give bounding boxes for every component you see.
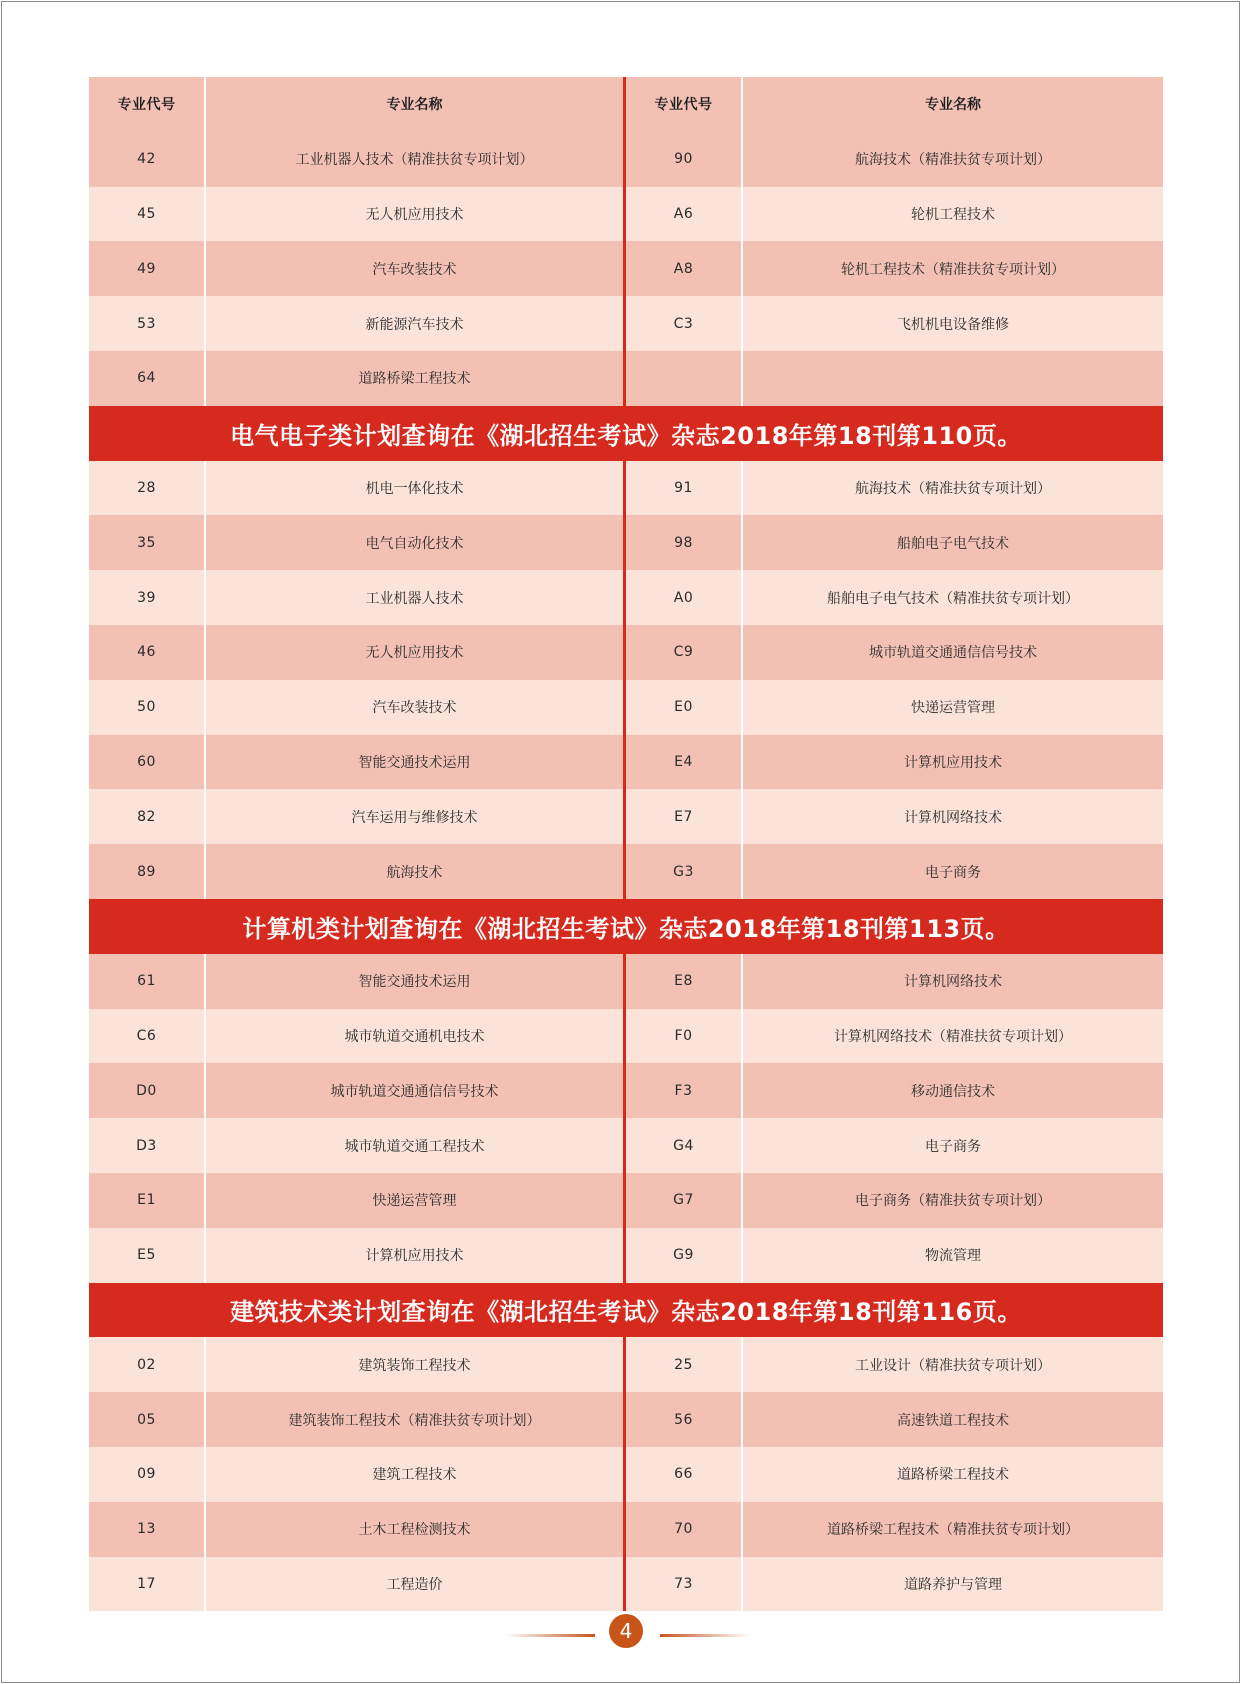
name-left: 智能交通技术运用 (206, 954, 626, 1009)
code-left: 89 (89, 844, 206, 899)
code-left: 61 (89, 954, 206, 1009)
code-right: A0 (626, 570, 743, 625)
name-right: 航海技术（精准扶贫专项计划） (855, 480, 1051, 497)
name-left: 土木工程检测技术 (206, 1502, 626, 1557)
table-row (89, 1173, 1163, 1228)
header-name-left: 专业名称 (206, 77, 626, 132)
code-left: 17 (89, 1557, 206, 1612)
name-right: 道路桥梁工程技术 (897, 1467, 1009, 1484)
code-right: E7 (626, 789, 743, 844)
name-left: 工业机器人技术 (206, 570, 626, 625)
code-right: 56 (626, 1392, 743, 1447)
name-right: 船舶电子电气技术 (897, 535, 1009, 552)
code-right: A6 (626, 187, 743, 242)
code-right: G7 (626, 1173, 743, 1228)
name-left: 快递运营管理 (206, 1173, 626, 1228)
name-left: 道路桥梁工程技术 (206, 351, 626, 406)
code-right: 98 (626, 515, 743, 570)
code-right: A8 (626, 241, 743, 296)
code-left: 49 (89, 241, 206, 296)
name-left: 城市轨道交通工程技术 (206, 1118, 626, 1173)
name-right: 道路桥梁工程技术（精准扶贫专项计划） (827, 1522, 1079, 1539)
table-row (89, 461, 1163, 516)
name-left: 汽车改装技术 (206, 680, 626, 735)
code-right: G9 (626, 1228, 743, 1283)
code-left: D0 (89, 1063, 206, 1118)
code-right: C3 (626, 296, 743, 351)
code-left: 02 (89, 1337, 206, 1392)
code-left: 46 (89, 625, 206, 680)
code-left: 50 (89, 680, 206, 735)
code-left: 64 (89, 351, 206, 406)
table-row (89, 515, 1163, 570)
table-row (89, 789, 1163, 844)
table-row (89, 1447, 1163, 1502)
name-left: 工程造价 (206, 1557, 626, 1612)
section-banner-construction: 建筑技术类计划查询在《湖北招生考试》杂志2018年第18刊第116页。 (89, 1283, 1163, 1338)
table-row (89, 132, 1163, 187)
name-right: 物流管理 (925, 1248, 981, 1265)
name-right: 航海技术（精准扶贫专项计划） (855, 152, 1051, 169)
code-right: E0 (626, 680, 743, 735)
section-2-rows (89, 461, 1163, 899)
name-right: 移动通信技术 (911, 1083, 995, 1100)
code-left: 13 (89, 1502, 206, 1557)
code-left: 28 (89, 461, 206, 516)
code-right: C9 (626, 625, 743, 680)
section-1-rows (89, 132, 1163, 406)
section-3-rows (89, 954, 1163, 1283)
name-left: 新能源汽车技术 (206, 296, 626, 351)
name-right: 计算机网络技术 (904, 974, 1002, 991)
table-row (89, 1557, 1163, 1612)
code-right: E4 (626, 735, 743, 790)
table-row (89, 1009, 1163, 1064)
code-left: 09 (89, 1447, 206, 1502)
header-name-right: 专业名称 (925, 97, 981, 114)
table-row (89, 844, 1163, 899)
code-right: 25 (626, 1337, 743, 1392)
code-right: 73 (626, 1557, 743, 1612)
table-row (89, 241, 1163, 296)
name-right: 城市轨道交通通信信号技术 (869, 645, 1037, 662)
name-right: 电子商务 (925, 864, 981, 881)
table-row (89, 1228, 1163, 1283)
code-left: D3 (89, 1118, 206, 1173)
code-left: 39 (89, 570, 206, 625)
name-left: 航海技术 (206, 844, 626, 899)
code-right: G4 (626, 1118, 743, 1173)
header-code-left: 专业代号 (89, 77, 206, 132)
code-right (626, 351, 743, 406)
name-left: 汽车改装技术 (206, 241, 626, 296)
name-left: 智能交通技术运用 (206, 735, 626, 790)
name-left: 工业机器人技术（精准扶贫专项计划） (206, 132, 626, 187)
code-left: 53 (89, 296, 206, 351)
code-left: 05 (89, 1392, 206, 1447)
code-left: 35 (89, 515, 206, 570)
table-row (89, 680, 1163, 735)
name-left: 无人机应用技术 (206, 625, 626, 680)
name-right: 快递运营管理 (911, 700, 995, 717)
table-row (89, 625, 1163, 680)
name-right: 计算机应用技术 (904, 754, 1002, 771)
name-left: 城市轨道交通机电技术 (206, 1009, 626, 1064)
table-row (89, 1118, 1163, 1173)
code-right: G3 (626, 844, 743, 899)
name-left: 建筑装饰工程技术 (206, 1337, 626, 1392)
table-row (89, 1337, 1163, 1392)
page-number: 4 (609, 1614, 643, 1648)
name-right: 计算机网络技术 (904, 809, 1002, 826)
code-right: 70 (626, 1502, 743, 1557)
table-header (89, 77, 1163, 132)
name-right: 轮机工程技术 (911, 206, 995, 223)
section-4-rows (89, 1337, 1163, 1611)
name-right: 计算机网络技术（精准扶贫专项计划） (834, 1028, 1072, 1045)
table-row (89, 735, 1163, 790)
name-left: 无人机应用技术 (206, 187, 626, 242)
major-code-table (89, 77, 1163, 1611)
table-row (89, 1502, 1163, 1557)
section-banner-computer: 计算机类计划查询在《湖北招生考试》杂志2018年第18刊第113页。 (89, 899, 1163, 954)
code-left: 82 (89, 789, 206, 844)
name-left: 机电一体化技术 (206, 461, 626, 516)
page-footer (0, 1613, 1241, 1657)
code-left: C6 (89, 1009, 206, 1064)
name-left: 汽车运用与维修技术 (206, 789, 626, 844)
code-left: 45 (89, 187, 206, 242)
table-row (89, 351, 1163, 406)
code-right: 90 (626, 132, 743, 187)
name-left: 电气自动化技术 (206, 515, 626, 570)
name-right: 轮机工程技术（精准扶贫专项计划） (841, 261, 1065, 278)
code-left: E5 (89, 1228, 206, 1283)
code-right: 66 (626, 1447, 743, 1502)
code-left: E1 (89, 1173, 206, 1228)
code-right: E8 (626, 954, 743, 1009)
table-row (89, 570, 1163, 625)
name-right: 高速铁道工程技术 (897, 1412, 1009, 1429)
name-left: 建筑装饰工程技术（精准扶贫专项计划） (206, 1392, 626, 1447)
name-right: 飞机机电设备维修 (897, 316, 1009, 333)
section-banner-electrical: 电气电子类计划查询在《湖北招生考试》杂志2018年第18刊第110页。 (89, 406, 1163, 461)
code-left: 42 (89, 132, 206, 187)
name-right: 船舶电子电气技术（精准扶贫专项计划） (827, 590, 1079, 607)
table-row (89, 954, 1163, 1009)
footer-divider-right (660, 1634, 750, 1637)
table-row (89, 296, 1163, 351)
name-right: 道路养护与管理 (904, 1576, 1002, 1593)
name-right: 电子商务（精准扶贫专项计划） (855, 1193, 1051, 1210)
code-left: 60 (89, 735, 206, 790)
code-right: 91 (626, 461, 743, 516)
table-row (89, 1392, 1163, 1447)
name-left: 计算机应用技术 (206, 1228, 626, 1283)
table-row (89, 187, 1163, 242)
name-right: 工业设计（精准扶贫专项计划） (855, 1357, 1051, 1374)
name-right: 电子商务 (925, 1138, 981, 1155)
code-right: F3 (626, 1063, 743, 1118)
name-left: 城市轨道交通通信信号技术 (206, 1063, 626, 1118)
name-right (743, 351, 1163, 406)
table-row (89, 1063, 1163, 1118)
code-right: F0 (626, 1009, 743, 1064)
name-left: 建筑工程技术 (206, 1447, 626, 1502)
header-code-right: 专业代号 (626, 77, 743, 132)
footer-divider-left (505, 1634, 595, 1637)
